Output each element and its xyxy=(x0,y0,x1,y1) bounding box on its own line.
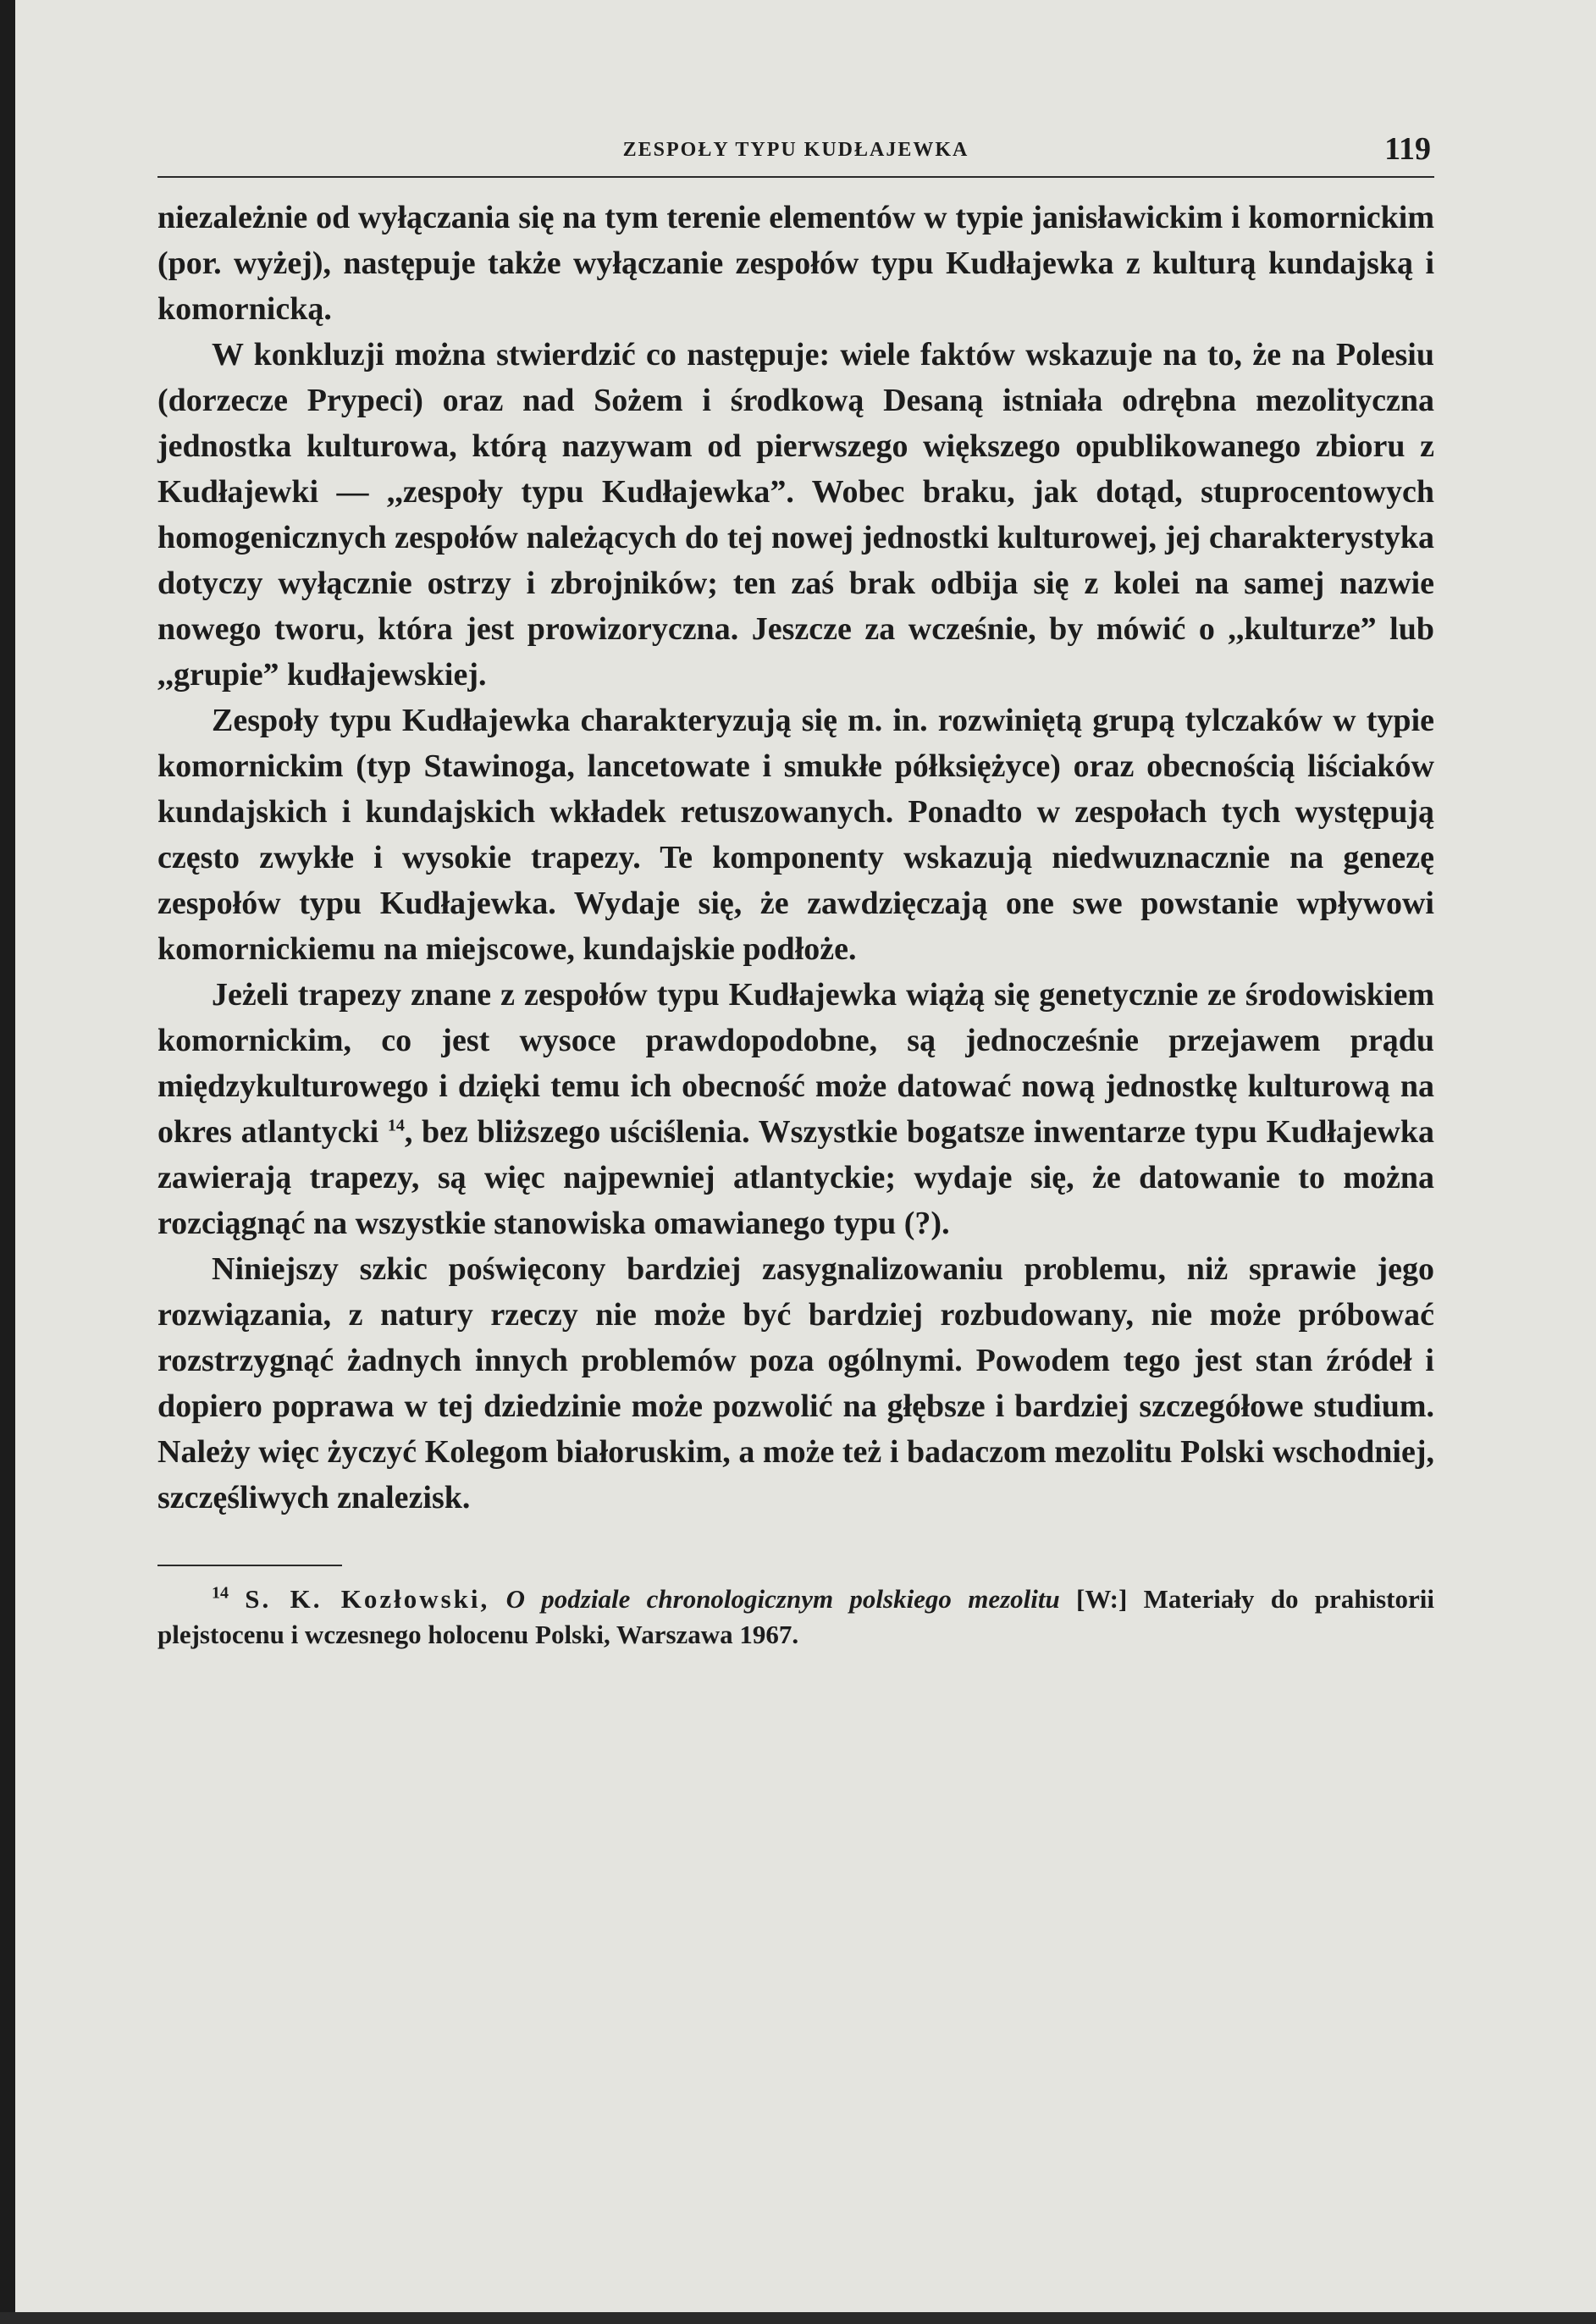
footnote-reference: 14 xyxy=(387,1116,405,1135)
footnote-divider xyxy=(157,1565,342,1566)
text-block xyxy=(157,127,1434,1653)
footnote-author: S. K. Kozłowski, xyxy=(245,1584,490,1614)
paragraph-5: Niniejszy szkic poświęcony bardziej zasygnalizowaniu problemu, niż sprawie jego rozwiązania, z natury rzeczy nie może być bardziej rozbudowany, nie może próbować rozstrzygnąć żadnych innych problemów poza ogólnymi. Powodem tego jest stan źródeł i dopiero poprawa w tej dziedzinie może pozwolić na głębsze i bardziej szczegółowe studium. Należy więc życzyć Kolegom białoruskim, a może też i badaczom mezolitu Polski wschodniej, szczęśliwych znalezisk. xyxy=(157,1251,1434,1515)
running-title: ZESPOŁY TYPU KUDŁAJEWKA xyxy=(622,139,969,161)
footnote-mark: 14 xyxy=(212,1583,229,1603)
body-text xyxy=(157,195,1434,1521)
scan-bottom-edge xyxy=(0,2312,1596,2324)
paragraph-2: W konkluzji można stwierdzić co następuje: wiele faktów wskazuje na to, że na Polesiu (dorzecze Prypeci) oraz nad Sożem i środkową Desaną istniała odrębna mezolityczna jednostka kulturowa, którą nazywam od pierwszego większego opublikowanego zbioru z Kudłajewki — ,,zespoły typu Kudłajewka”. Wobec braku, jak dotąd, stuprocentowych homogenicznych zespołów należących do tej nowej jednostki kulturowej, jej charakterystyka dotyczy wyłącznie ostrzy i zbrojników; ten zaś brak odbija się z kolei na samej nazwie nowego tworu, która jest prowizoryczna. Jeszcze za wcześnie, by mówić o ,,kulturze” lub ,,grupie” kudłajewskiej. xyxy=(157,337,1434,693)
binding-edge xyxy=(0,0,15,2324)
paragraph-3: Zespoły typu Kudłajewka charakteryzują się m. in. rozwiniętą grupą tylczaków w typie komornickim (typ Stawinoga, lancetowate i smukłe półksiężyce) oraz obecnością liściaków kundajskich i kundajskich wkładek retuszowanych. Ponadto w zespołach tych występują często zwykłe i wysokie trapezy. Te komponenty wskazują niedwuznacznie na genezę zespołów typu Kudłajewka. Wydaje się, że zawdzięczają one swe powstanie wpływowi komornickiemu na miejscowe, kundajskie podłoże. xyxy=(157,703,1434,967)
paragraph-4 xyxy=(157,972,1434,1246)
paragraph-1: niezależnie od wyłączania się na tym terenie elementów w typie janisławickim i komornickim (por. wyżej), następuje także wyłączanie zespołów typu Kudłajewka z kulturą kundajską i komornicką. xyxy=(157,200,1434,327)
paragraph-4-text-b: , bez bliższego uściślenia. Wszystkie bogatsze inwentarze typu Kudłajewka zawierają trapezy, są więc najpewniej atlantyckie; wydaje się, że datowanie to można rozciągnąć na wszystkie stanowiska omawianego typu (?). xyxy=(157,1114,1434,1241)
footnote-rest: [W:] Materiały do prahistorii plejstocenu i wczesnego holocenu Polski, Warszawa 1967. xyxy=(157,1584,1434,1649)
running-header xyxy=(157,127,1434,178)
paragraph-4-text-a: Jeżeli trapezy znane z zespołów typu Kudłajewka wiążą się genetycznie ze środowiskiem komornickim, co jest wysoce prawdopodobne, są jednocześnie przejawem prądu międzykulturowego i dzięki temu ich obecność może datować nową jednostkę kulturową na okres atlantycki xyxy=(157,977,1434,1150)
footnote-title: O podziale chronologicznym polskiego mezolitu xyxy=(505,1584,1060,1614)
page-number: 119 xyxy=(1384,131,1431,167)
footnote xyxy=(157,1582,1434,1653)
